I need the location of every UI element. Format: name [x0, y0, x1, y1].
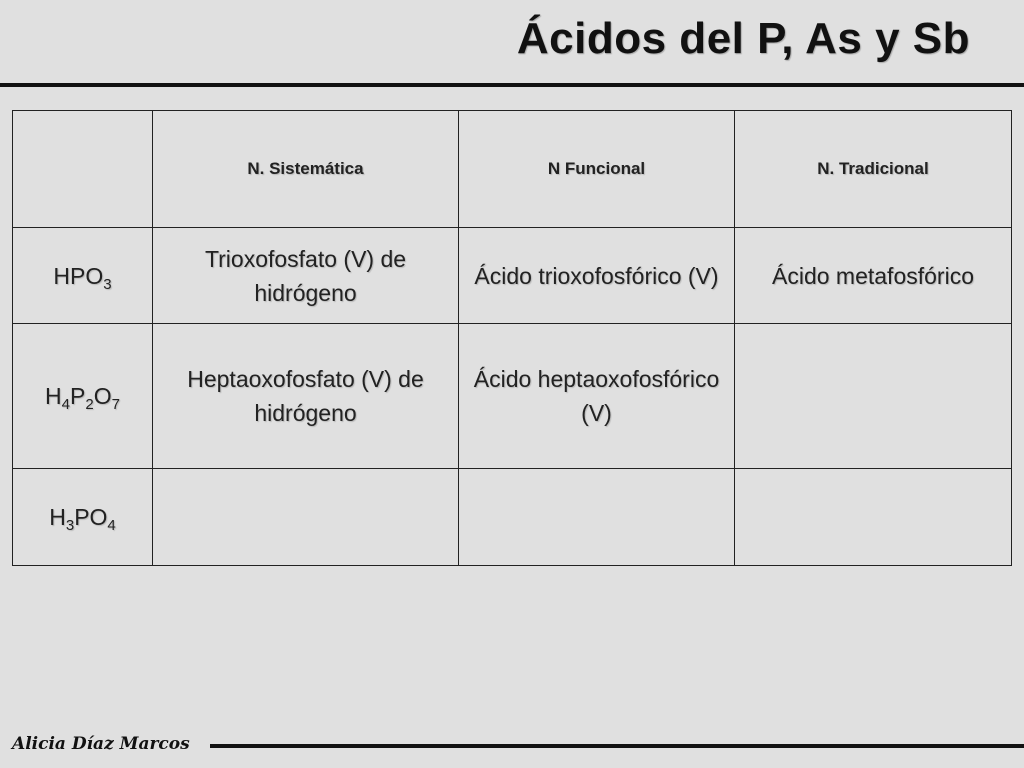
table-row — [13, 469, 1012, 566]
slide-title: Ácidos del P, As y Sb — [516, 14, 970, 63]
formula-subscript: 3 — [103, 275, 112, 293]
formula-subscript: 2 — [85, 396, 94, 413]
formula-symbol: HPO — [53, 262, 104, 289]
sistematica-cell: Trioxofosfato (V) de hidrógeno — [153, 228, 459, 324]
header-funcional: N Funcional — [459, 111, 735, 228]
title-divider — [0, 83, 1024, 87]
funcional-cell — [459, 469, 735, 566]
formula-symbol: PO — [74, 504, 108, 530]
formula-subscript: 4 — [107, 517, 116, 534]
header-formula-cell — [13, 111, 153, 228]
formula-symbol: P — [70, 383, 86, 409]
tradicional-cell — [735, 469, 1012, 566]
acids-table — [12, 110, 1012, 566]
table-row — [13, 228, 1012, 324]
author-name: Alicia Díaz Marcos — [12, 734, 190, 754]
footer-divider — [210, 744, 1024, 748]
tradicional-cell — [735, 324, 1012, 469]
sistematica-cell: Heptaoxofosfato (V) de hidrógeno — [153, 324, 459, 469]
formula-symbol: H — [49, 504, 66, 530]
funcional-cell: Ácido trioxofosfórico (V) — [459, 228, 735, 324]
tradicional-cell: Ácido metafosfórico — [735, 228, 1012, 324]
formula-symbol: H — [45, 383, 62, 409]
sistematica-cell — [153, 469, 459, 566]
table-row — [13, 324, 1012, 469]
funcional-cell: Ácido heptaoxofosfórico (V) — [459, 324, 735, 469]
formula-cell — [13, 228, 153, 324]
header-row — [13, 111, 1012, 228]
formula-cell — [13, 324, 153, 469]
formula-subscript: 7 — [111, 396, 120, 413]
formula-subscript: 4 — [61, 396, 71, 413]
header-sistematica: N. Sistemática — [153, 111, 459, 228]
header-tradicional: N. Tradicional — [735, 111, 1012, 228]
formula-cell — [13, 469, 153, 566]
formula-subscript: 3 — [65, 517, 75, 534]
formula-symbol: O — [93, 383, 112, 409]
